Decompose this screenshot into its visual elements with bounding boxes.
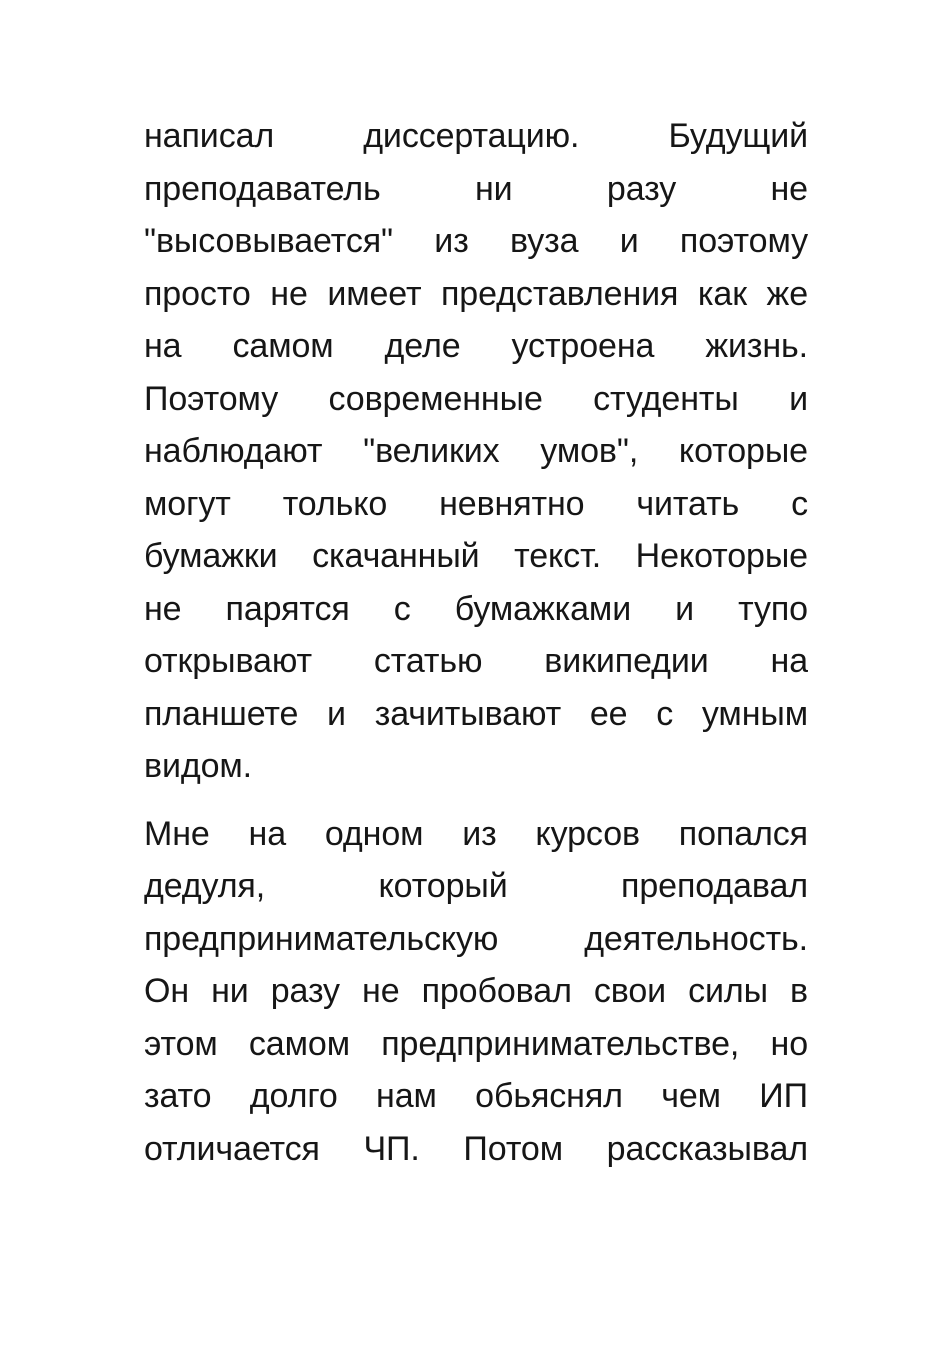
paragraph bbox=[144, 808, 808, 1176]
text-line: этом самом предпринимательстве, но bbox=[144, 1024, 808, 1063]
text-line: планшете и зачитывают ее с умным bbox=[144, 694, 808, 733]
text-line: не парятся с бумажками и тупо bbox=[144, 589, 808, 628]
text-line: написал диссертацию. Будущий bbox=[144, 117, 808, 155]
text-line: наблюдают "великих умов", которые bbox=[144, 432, 808, 470]
text-line: видом. bbox=[144, 747, 253, 785]
text-line: открывают статью википедии на bbox=[144, 642, 808, 680]
text-line: могут только невнятно читать с bbox=[144, 484, 808, 523]
text-line: дедуля, который преподавал bbox=[144, 867, 808, 905]
text-line: Он ни разу не пробовал свои силы в bbox=[144, 972, 808, 1010]
text-line: Поэтому современные студенты и bbox=[144, 379, 808, 418]
paragraph bbox=[144, 110, 808, 793]
text-line: просто не имеет представления как же bbox=[144, 274, 808, 313]
text-line: отличается ЧП. Потом рассказывал bbox=[144, 1129, 808, 1168]
text-line: предпринимательскую деятельность. bbox=[144, 919, 808, 958]
text-line: Мне на одном из курсов попался bbox=[144, 814, 808, 853]
text-line: на самом деле устроена жизнь. bbox=[144, 327, 808, 365]
text-line: преподаватель ни разу не bbox=[144, 169, 808, 208]
text-line: "высовывается" из вуза и поэтому bbox=[144, 222, 808, 260]
text-line: бумажки скачанный текст. Некоторые bbox=[144, 537, 808, 575]
text-line: зато долго нам обьяснял чем ИП bbox=[144, 1077, 808, 1115]
